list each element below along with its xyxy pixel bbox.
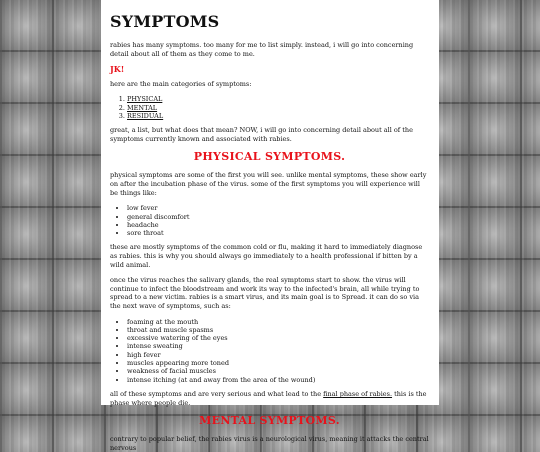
list-item: • intense itching (at and away from the area of the wound) <box>127 376 429 384</box>
list-item <box>127 104 429 112</box>
list-item: • weakness of facial muscles <box>127 367 429 375</box>
categories-list <box>110 95 429 120</box>
list-item: • headache <box>127 221 429 229</box>
category-link-physical[interactable]: PHYSICAL <box>127 95 163 104</box>
late-symptoms-list <box>110 318 429 384</box>
physical-heading: PHYSICAL SYMPTOMS. <box>193 150 346 164</box>
intro-paragraph: rabies has many symptoms. too many for me to list simply. instead, i will go into concerning detail about all of them as they come to me. <box>110 41 414 58</box>
list-item: • sore throat <box>127 229 429 237</box>
physical-paragraph-1: physical symptoms are some of the first you will see. unlike mental symptoms, these show early on after the incubation phase of the virus. some of the first symptoms you will experience will be things like: <box>110 171 427 197</box>
physical-paragraph-4 <box>110 390 429 407</box>
physical-paragraph-2: these are mostly symptoms of the common cold or flu, making it hard to immediately diagnose as rabies. this is why you should always go immediately to a health professional if bitten by a wild animal. <box>110 243 423 269</box>
list-item: • low fever <box>127 204 429 212</box>
content-panel <box>101 0 439 452</box>
mental-paragraph-1: contrary to popular belief, the rabies virus is a neurological virus, meaning it attacks the central nervous <box>110 435 429 452</box>
list-item: • intense sweating <box>127 342 429 350</box>
list-item: • throat and muscle spasms <box>127 326 429 334</box>
jk-callout: JK! <box>110 64 125 75</box>
text-after-link: this is the phase where people die. <box>110 389 427 407</box>
list-item: • high fever <box>127 351 429 359</box>
categories-intro: here are the main categories of symptoms: <box>110 79 252 88</box>
category-link-mental[interactable]: MENTAL <box>127 103 158 112</box>
list-item: • muscles appearing more toned <box>127 359 429 367</box>
early-symptoms-list <box>110 204 429 237</box>
list-item: • general discomfort <box>127 213 429 221</box>
list-item <box>127 95 429 103</box>
page-title: SYMPTOMS <box>110 12 220 31</box>
list-followup-paragraph: great, a list, but what does that mean? NOW, i will go into concerning detail about all of the symptoms currently known and associated with rabies. <box>110 126 413 143</box>
physical-paragraph-3: once the virus reaches the salivary glands, the real symptoms start to show. the virus will continue to infect the bloodstream and work its way to the infected's brain, all while trying to spread to a new victim. rabies is a smart virus, and its main goal is to Spread. it can do so via the next wave of symptoms, such as: <box>110 276 420 310</box>
text-before-link: all of these symptoms and are very serious and what lead to the <box>110 389 324 398</box>
final-phase-link[interactable]: final phase of rabies. <box>323 389 393 398</box>
list-item <box>127 112 429 120</box>
category-link-residual[interactable]: RESIDUAL <box>127 111 164 120</box>
mental-heading: MENTAL SYMPTOMS. <box>199 414 340 428</box>
list-item: • foaming at the mouth <box>127 318 429 326</box>
list-item: • excessive watering of the eyes <box>127 334 429 342</box>
